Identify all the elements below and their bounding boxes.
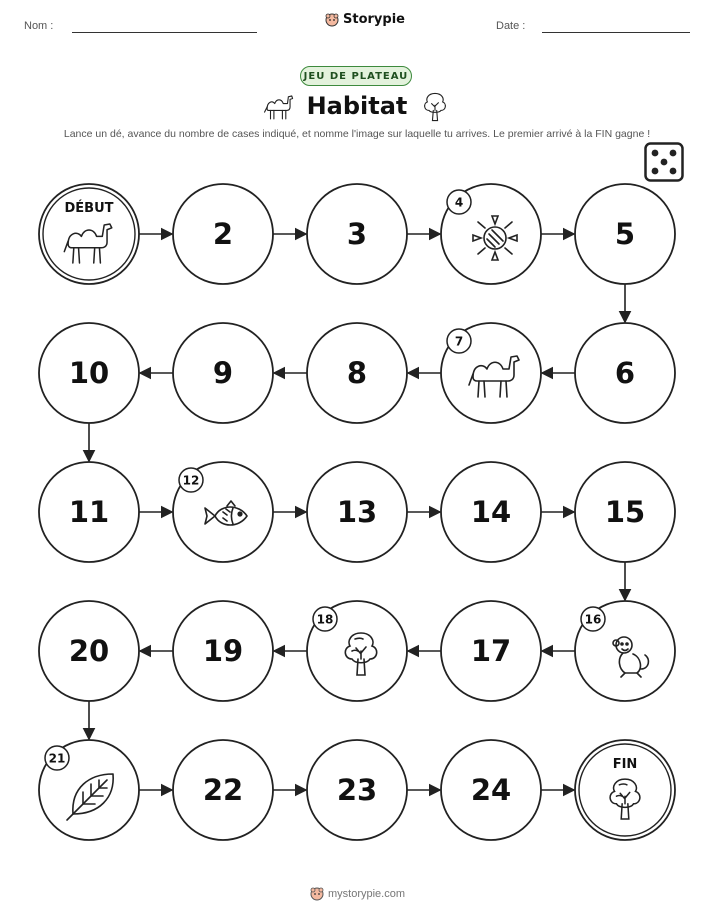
page-title: Habitat — [306, 92, 408, 120]
cell-number: 19 — [202, 634, 244, 668]
cell-number: 14 — [470, 495, 512, 529]
board-cell-8 — [307, 323, 407, 423]
footer-url: mystorypie.com — [328, 888, 406, 900]
cell-number: 13 — [336, 495, 378, 529]
cell-number: 7 — [454, 334, 464, 349]
board-cell-15 — [575, 462, 675, 562]
board-cell-17 — [441, 601, 541, 701]
name-label: Nom : — [24, 20, 54, 32]
footer — [310, 887, 405, 901]
cell-label: DÉBUT — [64, 201, 114, 216]
cell-number: 6 — [614, 356, 636, 390]
board-cell-13 — [307, 462, 407, 562]
board-cell-22 — [173, 740, 273, 840]
cell-number: 15 — [604, 495, 646, 529]
cell-number: 8 — [346, 356, 368, 390]
cell-number: 12 — [182, 473, 200, 488]
board-cell-14 — [441, 462, 541, 562]
board-cell-6 — [575, 323, 675, 423]
board-cell-10 — [39, 323, 139, 423]
board-cell-1 — [39, 184, 139, 284]
cell-number: 21 — [48, 751, 66, 766]
cell-number: 23 — [336, 773, 378, 807]
cell-number: 10 — [68, 356, 110, 390]
cell-number: 17 — [470, 634, 512, 668]
board-cell-5 — [575, 184, 675, 284]
board-cell-18 — [307, 601, 407, 701]
board-cell-20 — [39, 601, 139, 701]
cell-number: 5 — [614, 217, 636, 251]
cell-number: 16 — [584, 612, 602, 627]
cell-number: 22 — [202, 773, 244, 807]
board-cell-2 — [173, 184, 273, 284]
board-cell-11 — [39, 462, 139, 562]
cell-label: FIN — [612, 757, 638, 772]
board-cell-12 — [173, 462, 273, 562]
board-cell-3 — [307, 184, 407, 284]
cell-number: 2 — [212, 217, 234, 251]
board-cell-9 — [173, 323, 273, 423]
cell-number: 11 — [68, 495, 110, 529]
cell-number: 18 — [316, 612, 334, 627]
board-cell-21 — [39, 740, 139, 840]
board-cell-7 — [441, 323, 541, 423]
cell-number: 20 — [68, 634, 110, 668]
board-cell-4 — [441, 184, 541, 284]
board-cell-25 — [575, 740, 675, 840]
cell-circle — [575, 740, 675, 840]
board-cell-23 — [307, 740, 407, 840]
date-label: Date : — [496, 20, 526, 32]
cell-number: 3 — [346, 217, 368, 251]
instructions: Lance un dé, avance du nombre de cases indiqué, et nomme l'image sur laquelle tu arrives. Le premier arrivé à la FIN gagne ! — [63, 128, 651, 140]
cell-circle — [39, 184, 139, 284]
board-cell-16 — [575, 601, 675, 701]
storypie-logo-icon — [310, 887, 324, 901]
cell-number: 9 — [212, 356, 234, 390]
board-cell-19 — [173, 601, 273, 701]
board-cell-24 — [441, 740, 541, 840]
cell-number: 24 — [470, 773, 512, 807]
game-type-badge: JEU DE PLATEAU — [300, 66, 412, 86]
brand-name: Storypie — [343, 12, 405, 27]
cell-number: 4 — [454, 195, 464, 210]
